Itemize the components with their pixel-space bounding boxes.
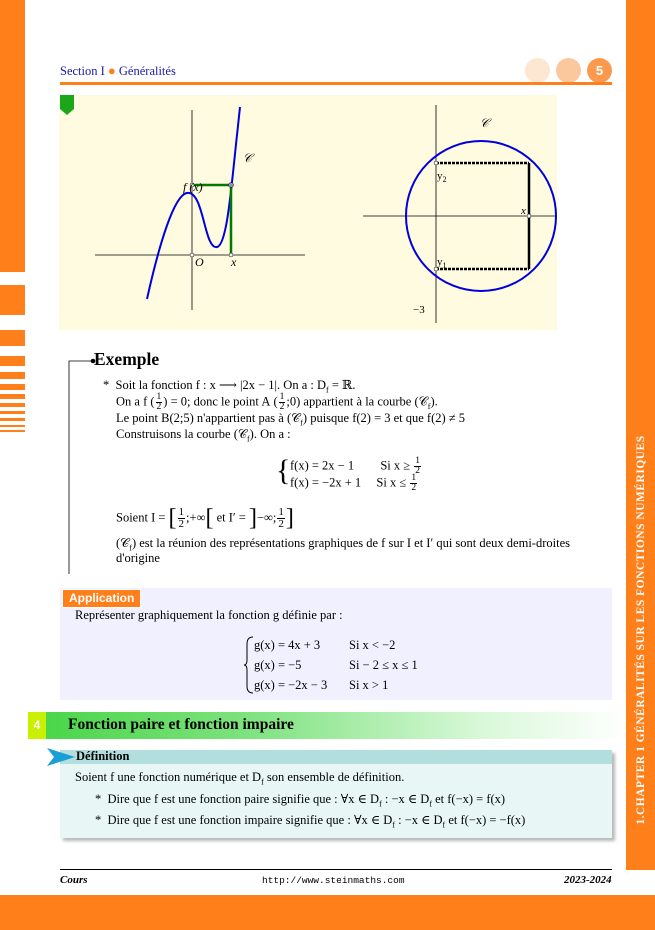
function-graphs [59, 95, 557, 330]
example-line-3: Le point B(2;5) n'appartient pas à (𝒞$_f$) puisque f(2) = 3 et que f(2) ≠ 5 [116, 411, 466, 428]
left-x-label: x [231, 255, 237, 269]
footer-left: Cours [60, 874, 88, 886]
example-title: Exemple [94, 349, 160, 369]
left-origin-label: O [195, 255, 204, 269]
footer-url[interactable]: http://www.steinmaths.com [262, 875, 405, 886]
footer-year: 2023-2024 [564, 874, 612, 886]
system-row-1: f(x) = 2x − 1 Si x ≥ $\frac{1}{2}$ [290, 456, 421, 476]
definition-header [60, 750, 612, 764]
application-text: Représenter graphiquement la fonction g définie par : [75, 608, 343, 622]
right-minus3-label: −3 [413, 304, 425, 316]
app-row-2-cond: Si − 2 ≤ x ≤ 1 [349, 658, 418, 672]
application-tag: Application [62, 589, 141, 608]
left-point [229, 183, 234, 188]
left-fx-label: f (x) [183, 180, 203, 194]
left-curve [147, 107, 240, 299]
app-row-3-cond: Si x > 1 [349, 678, 389, 692]
example-bracket [66, 356, 96, 576]
page-number: 5 [587, 58, 612, 83]
header-breadcrumb [60, 63, 176, 79]
left-curve-label: 𝒞 [243, 151, 252, 165]
definition-label: Définition [76, 749, 130, 763]
section-title: Fonction paire et fonction impaire [68, 716, 294, 733]
example-line-4: Construisons la courbe (𝒞$_f$). On a : [116, 427, 291, 444]
app-row-3: g(x) = −2x − 3 [254, 678, 328, 692]
application-box [60, 588, 612, 700]
right-x-label: x [521, 205, 526, 217]
arrow-right-icon [47, 748, 75, 766]
bottom-band [0, 895, 655, 930]
application-brace [244, 636, 254, 694]
header-section: Section I [60, 64, 105, 78]
section-number: 4 [28, 712, 46, 739]
header-rule [60, 82, 612, 85]
app-row-2: g(x) = −5 [254, 658, 302, 672]
header-subsection: Généralités [118, 64, 176, 78]
union-line-2: d'origine [116, 551, 160, 565]
system-brace: { [276, 454, 291, 487]
right-y2-label: $y_2$ [437, 170, 447, 184]
definition-item-impaire: * Dire que f est une fonction impaire signifie que : ∀x ∈ $D_f$ : −x ∈ $D_f$ et f(−x) = −f(x) [95, 813, 526, 830]
app-row-1-cond: Si x < −2 [349, 638, 396, 652]
intervals-line: Soient I = [ $\frac{1}{2}$ ;+∞[ et I′ = ]−∞; $\frac{1}{2}$ ] [116, 505, 294, 531]
system-row-2: f(x) = −2x + 1 Si x ≤ $\frac{1}{2}$ [290, 473, 417, 493]
right-curve-label: 𝒞 [480, 116, 489, 130]
side-chapter-title-wrap [626, 0, 655, 870]
app-row-1: g(x) = 4x + 3 [254, 638, 321, 652]
example-line-2: On a f ( $\frac{1}{2}$ ) = 0; donc le point A ( $\frac{1}{2}$ ;0) appartient à la courbe (𝒞$_f$). [116, 392, 438, 412]
definition-item-paire: * Dire que f est une fonction paire signifie que : ∀x ∈ $D_f$ : −x ∈ $D_f$ et f(−x) = f(x) [95, 792, 506, 809]
page-circle-mid [556, 58, 581, 83]
bullet-dot-icon: ● [107, 63, 116, 78]
right-y1-label: $y_1$ [437, 256, 447, 270]
page-circle-light [525, 58, 550, 83]
example-line-1: * Soit la fonction f : x ⟶ |2x − 1|. On a : $D_f$ = ℝ. [103, 378, 356, 395]
union-line-1: (𝒞$_f$) est la réunion des représentations graphiques de f sur I et I′ qui sont deux demi-droites [116, 536, 570, 553]
footer-rule [60, 869, 612, 870]
side-chapter-title: 1.CHAPTER 1 GÉNÉRALITÉS SUR LES FONCTIONS NUMÉRIQUES [634, 435, 647, 825]
definition-intro: Soient f une fonction numérique et $D_f$ son ensemble de définition. [75, 770, 405, 787]
